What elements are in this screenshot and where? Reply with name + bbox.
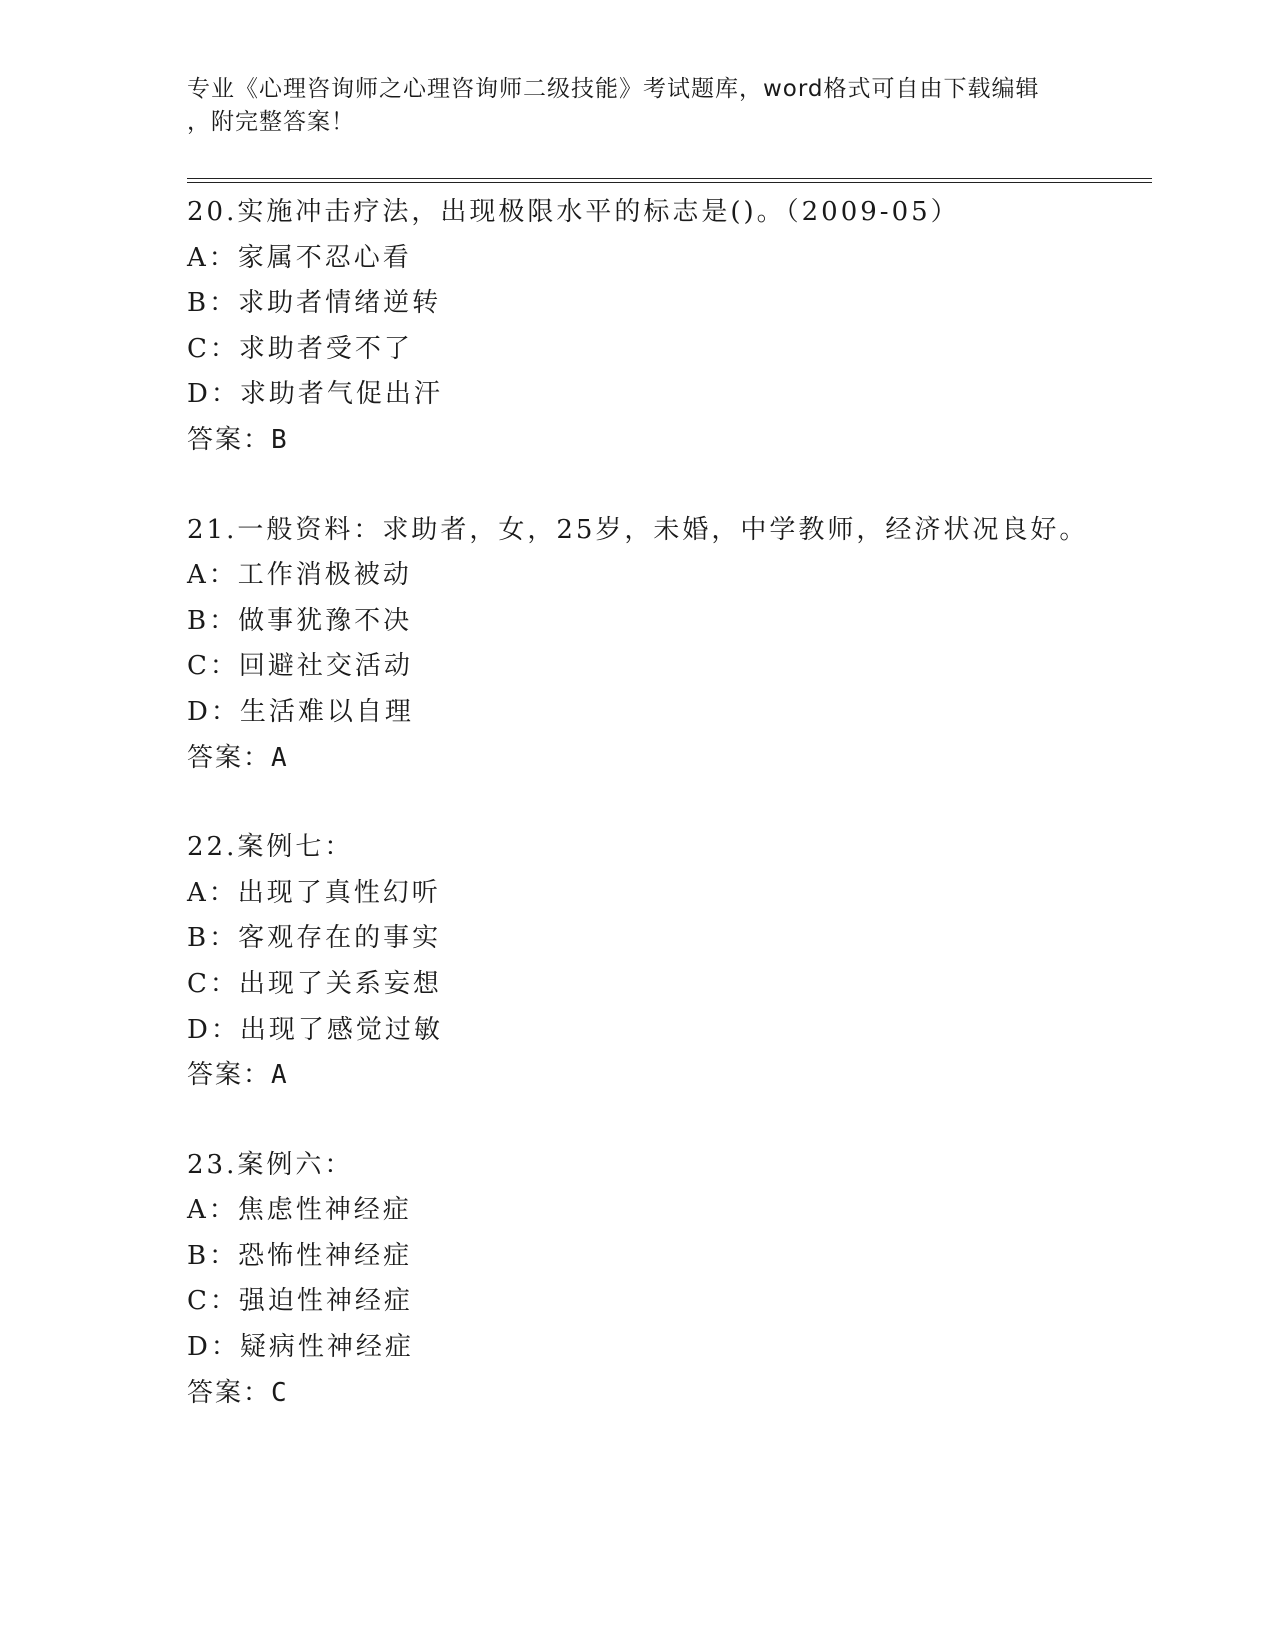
- header-line-1: 专业《心理咨询师之心理咨询师二级技能》考试题库，word格式可自由下载编辑: [187, 76, 1040, 102]
- option-d: D：生活难以自理: [187, 696, 414, 727]
- option-d: D：疑病性神经症: [187, 1332, 414, 1363]
- option-c: C：强迫性神经症: [187, 1286, 413, 1317]
- option-a: A：焦虑性神经症: [187, 1195, 412, 1226]
- question-22: [187, 825, 1147, 1099]
- question-list: [187, 190, 1147, 1460]
- answer-value: A: [271, 742, 288, 773]
- question-stem: 23.案例六：: [187, 1149, 354, 1180]
- header-divider: [187, 178, 1152, 183]
- option-c: C：出现了关系妄想: [187, 968, 442, 999]
- question-21: [187, 508, 1147, 782]
- answer-value: C: [271, 1377, 288, 1408]
- option-d: D：求助者气促出汗: [187, 379, 443, 410]
- option-b: B：客观存在的事实: [187, 923, 442, 954]
- option-a: A：出现了真性幻听: [187, 877, 441, 908]
- option-b: B：做事犹豫不决: [187, 605, 413, 636]
- option-c: C：求助者受不了: [187, 333, 413, 364]
- option-b: B：求助者情绪逆转: [187, 288, 442, 319]
- option-a: A：工作消极被动: [187, 560, 412, 591]
- document-header: [187, 73, 1087, 139]
- answer-line: [187, 1371, 1147, 1417]
- answer-line: [187, 418, 1147, 464]
- answer-line: [187, 1053, 1147, 1099]
- answer-label: 答案：: [187, 742, 272, 773]
- answer-line: [187, 736, 1147, 782]
- option-d: D：出现了感觉过敏: [187, 1014, 443, 1045]
- option-b: B：恐怖性神经症: [187, 1240, 413, 1271]
- answer-label: 答案：: [187, 1377, 272, 1408]
- question-23: [187, 1143, 1147, 1417]
- answer-value: A: [271, 1060, 288, 1091]
- header-line-2: ，附完整答案！: [187, 109, 355, 135]
- question-stem: 21.一般资料：求助者，女，25岁，未婚，中学教师，经济状况良好。: [187, 514, 1089, 545]
- option-c: C：回避社交活动: [187, 651, 413, 682]
- answer-label: 答案：: [187, 424, 272, 455]
- question-stem: 22.案例七：: [187, 832, 354, 863]
- answer-value: B: [271, 424, 288, 455]
- option-a: A：家属不忍心看: [187, 242, 412, 273]
- answer-label: 答案：: [187, 1060, 272, 1091]
- question-20: [187, 190, 1147, 464]
- question-stem: 20.实施冲击疗法，出现极限水平的标志是()。（2009-05）: [187, 197, 960, 227]
